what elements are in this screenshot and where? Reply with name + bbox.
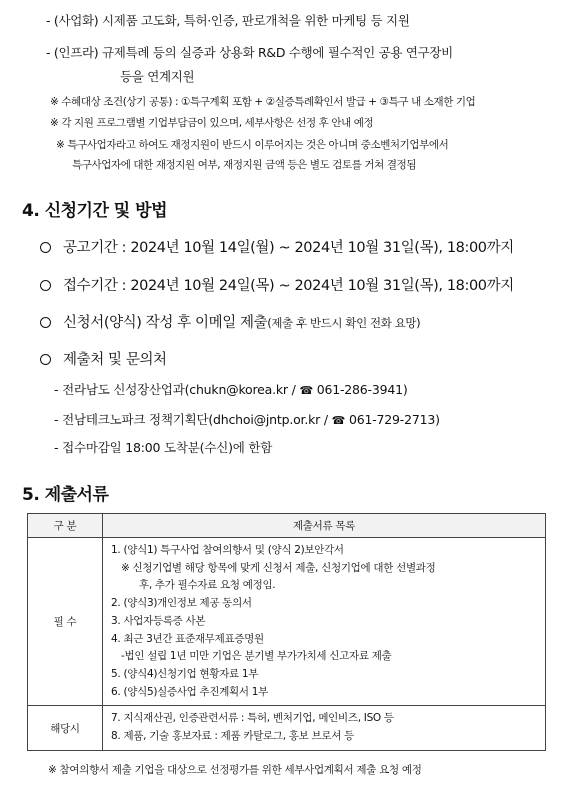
- list-item: 4. 최근 3년간 표준재무제표증명원: [111, 632, 264, 645]
- note-funding-cont: 특구사업자에 대한 재정지원 여부, 재정지원 금액 등은 별도 검토를 거쳐 결정됨: [72, 159, 417, 171]
- bullet-announcement-period: 공고기간 : 2024년 10월 14일(월) ~ 2024년 10월 31일(목), 18:00까지: [40, 236, 514, 257]
- contact-org-email[interactable]: - 전라남도 신성장산업과(chukn@korea.kr /: [54, 382, 300, 397]
- category-if-applicable: 해당시: [28, 706, 103, 751]
- table-header-row: [28, 514, 546, 538]
- bullet-contact: 제출처 및 문의처: [40, 348, 167, 369]
- list-item: 후, 추가 필수자료 요청 예정임.: [139, 579, 276, 592]
- list-item: 3. 사업자등록증 사본: [111, 614, 206, 627]
- list-item: 5. (양식4)신청기업 현황자료 1부: [111, 667, 259, 680]
- note-funding: ※ 특구사업자라고 하여도 재정지원이 반드시 이루어지는 것은 아니며 중소벤처기업부에서: [56, 139, 449, 151]
- list-item: ※ 신청기업별 해당 항목에 맞게 신청서 제출, 신청기업에 대한 선별과정: [121, 561, 436, 574]
- table-row: [28, 538, 546, 706]
- circle-bullet-icon: [40, 354, 51, 365]
- list-item: 7. 지식재산권, 인증관련서류 : 특허, 벤처기업, 메인비즈, ISO 등: [111, 712, 394, 725]
- support-infra-line-cont: 등을 연계지원: [120, 69, 195, 84]
- list-item: -법인 설립 1년 미만 기업은 분기별 부가가치세 신고자료 제출: [121, 650, 392, 663]
- circle-bullet-icon: [40, 317, 51, 328]
- circle-bullet-icon: [40, 242, 51, 253]
- contact-phone: 061-729-2713): [345, 412, 440, 427]
- list-item: 1. (양식1) 특구사업 참여의향서 및 (양식 2)보안각서: [111, 544, 344, 556]
- table-footnote: ※ 참여의향서 제출 기업을 대상으로 선정평가를 위한 세부사업계획서 제출 요청 예정: [48, 764, 422, 776]
- list-item: 8. 제품, 기술 홍보자료 : 제품 카탈로그, 홍보 브로셔 등: [111, 730, 354, 743]
- section5-title: 5. 제출서류: [22, 485, 109, 505]
- circle-bullet-icon: [40, 280, 51, 291]
- section4-title: 4. 신청기간 및 방법: [22, 201, 167, 221]
- contact-jeonnam: [54, 380, 408, 398]
- support-infra-line: - (인프라) 규제특례 등의 실증과 상용화 R&D 수행에 필수적인 공용 연구장비: [46, 45, 453, 60]
- documents-table: [27, 513, 546, 751]
- header-category: 구 분: [28, 514, 103, 538]
- required-list: [103, 538, 546, 706]
- contact-jntp: [54, 410, 440, 428]
- category-required: 필 수: [28, 538, 103, 706]
- note-burden: ※ 각 지원 프로그램별 기업부담금이 있으며, 세부사항은 선정 후 안내 예정: [50, 117, 374, 129]
- phone-icon: ☎: [331, 414, 346, 427]
- bullet-submission-period: 접수기간 : 2024년 10월 24일(목) ~ 2024년 10월 31일(목), 18:00까지: [40, 274, 514, 295]
- header-documents: 제출서류 목록: [103, 514, 546, 538]
- contact-org-email[interactable]: - 전남테크노파크 정책기획단(dhchoi@jntp.or.kr /: [54, 412, 332, 427]
- contact-phone: 061-286-3941): [312, 382, 408, 397]
- deadline-note: - 접수마감일 18:00 도착분(수신)에 한함: [54, 440, 273, 455]
- phone-icon: ☎: [299, 384, 313, 397]
- list-item: 2. (양식3)개인정보 제공 동의서: [111, 597, 252, 610]
- bullet-application-method: 신청서(양식) 작성 후 이메일 제출(제출 후 반드시 확인 전화 요망): [40, 311, 420, 332]
- note-eligibility: ※ 수혜대상 조건(상기 공통) : ①특구계획 포함 + ②실증특례확인서 발급 + ③특구 내 소재한 기업: [50, 96, 476, 108]
- optional-list: [103, 706, 546, 751]
- list-item: 6. (양식5)실증사업 추진계획서 1부: [111, 685, 269, 698]
- table-row: [28, 706, 546, 751]
- support-commercialization-line: - (사업화) 시제품 고도화, 특허·인증, 판로개척을 위한 마케팅 등 지원: [46, 13, 410, 28]
